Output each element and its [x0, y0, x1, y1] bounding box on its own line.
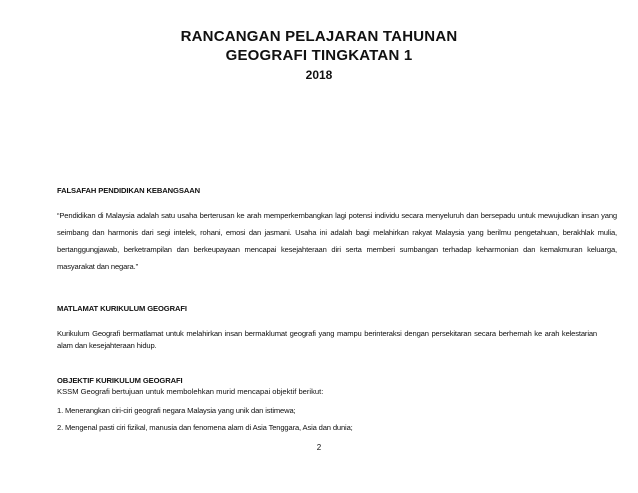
page-number: 2	[316, 443, 322, 452]
falsafah-paragraph: “Pendidikan di Malaysia adalah satu usaha berterusan ke arah memperkembangkan lagi potensi individu secara menyeluruh dan bersepadu untuk mewujudkan insan yang seimbang dan harmonis dari segi intelek, rohani, emosi dan jasmani. Usaha ini adalah bagi melahirkan rakyat Malaysia yang berilmu pengetahuan, berakhlak mulia, bertanggungjawab, berketrampilan dan berkeupayaan mencapai kesejahteraan diri serta memberi sumbangan terhadap keharmonian dan kemakmuran keluarga, masyarakat dan negara.”	[57, 211, 617, 271]
matlamat-heading: MATLAMAT KURIKULUM GEOGRAFI	[57, 304, 187, 313]
objektif-section	[57, 375, 617, 433]
document-title-block	[0, 27, 638, 83]
document-subtitle: GEOGRAFI TINGKATAN 1	[225, 47, 413, 64]
falsafah-heading: FALSAFAH PENDIDIKAN KEBANGSAAN	[57, 186, 200, 195]
matlamat-paragraph: Kurikulum Geografi bermatlamat untuk melahirkan insan bermaklumat geografi yang mampu berinteraksi dengan persekitaran secara berhemah ke arah kelestarian alam dan kesejahteraan hidup.	[57, 329, 597, 350]
document-title: RANCANGAN PELAJARAN TAHUNAN	[180, 28, 458, 45]
objektif-item: 2. Mengenal pasti ciri fizikal, manusia dan fenomena alam di Asia Tenggara, Asia dan dunia;	[57, 423, 353, 432]
objektif-item: 1. Menerangkan ciri-ciri geografi negara Malaysia yang unik dan istimewa;	[57, 406, 296, 415]
objektif-intro: KSSM Geografi bertujuan untuk membolehkan murid mencapai objektif berikut:	[57, 387, 324, 396]
objektif-heading: OBJEKTIF KURIKULUM GEOGRAFI	[57, 376, 183, 385]
document-year: 2018	[305, 68, 333, 82]
falsafah-section	[57, 184, 617, 275]
matlamat-section	[57, 302, 617, 352]
